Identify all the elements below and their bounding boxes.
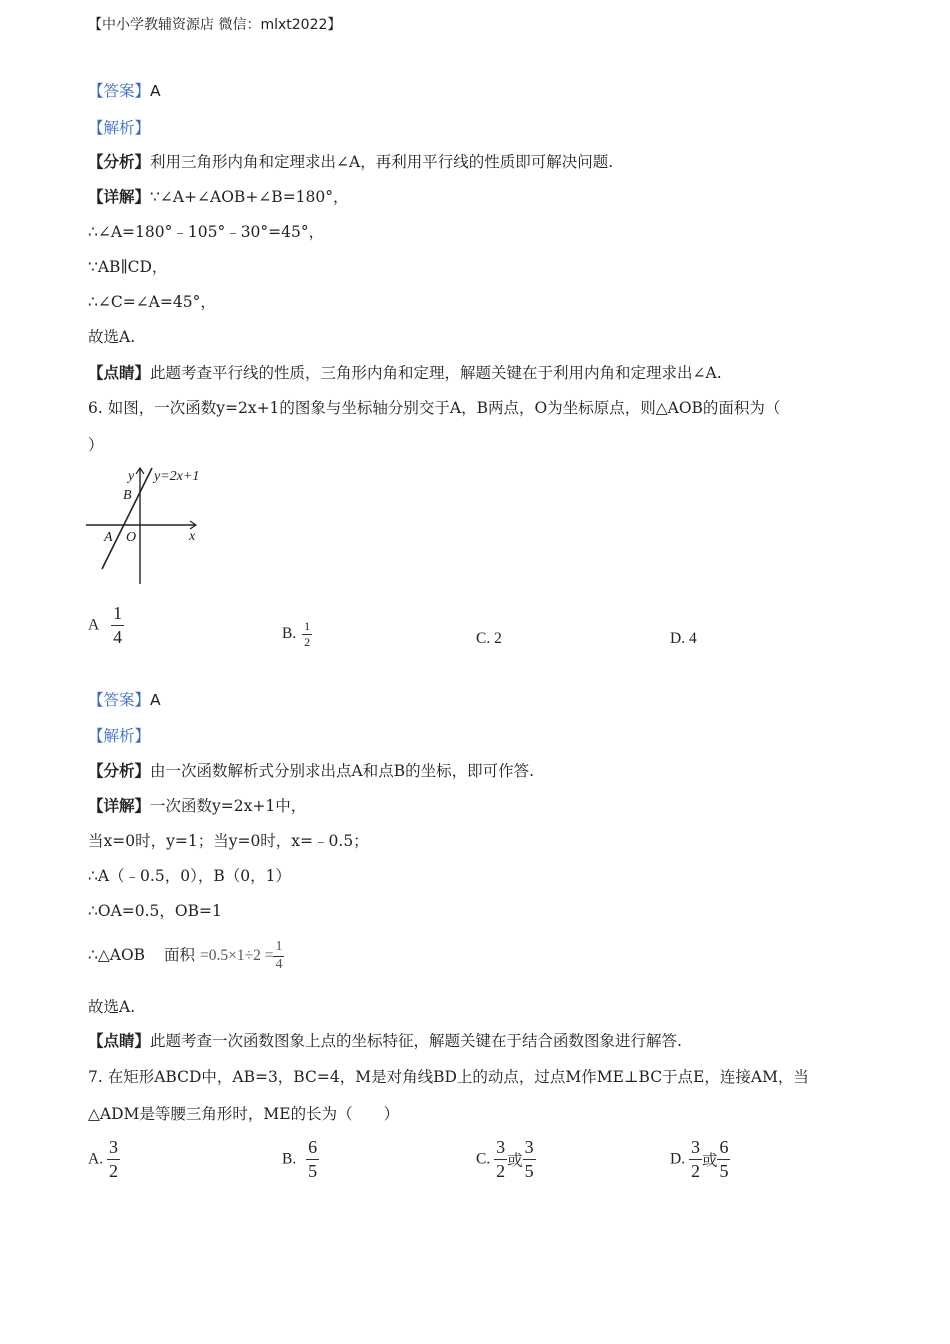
q7-option-c [476, 1138, 536, 1181]
label-O: O [126, 530, 137, 545]
q7-stem: 7. 在矩形ABCD中，AB=3，BC=4，M是对角线BD上的动点，过点M作ME⊥BC于点E，连接AM，当 [88, 1068, 809, 1086]
xiangjie-text: 一次函数y=2x+1中， [150, 797, 307, 815]
fraction [717, 1138, 730, 1181]
denominator: 2 [304, 634, 311, 649]
page-header: 【中小学教辅资源店 微信：mlxt2022】 [88, 17, 342, 33]
option-label: A [88, 616, 100, 634]
answer-value: A [150, 691, 161, 709]
fraction-bar [111, 625, 124, 626]
denominator: 2 [496, 1160, 506, 1181]
q7-option-d [670, 1138, 730, 1181]
fraction [306, 1138, 319, 1181]
q6-fenxi [88, 760, 534, 782]
q6-step: ∴OA=0.5，OB=1 [88, 902, 222, 920]
numerator: 6 [719, 1137, 729, 1157]
numerator: 3 [108, 1137, 118, 1157]
area-prefix: ∴△AOB [88, 946, 146, 964]
q5-xiangjie [88, 186, 349, 208]
q5-step: ∴∠C=∠A=45°， [88, 293, 216, 311]
q6-analysis-tag: 【解析】 [88, 727, 151, 745]
fraction [302, 620, 312, 648]
denominator: 5 [719, 1160, 729, 1181]
label-B: B [123, 488, 132, 503]
q5-step: 故选A. [88, 328, 136, 346]
fraction-bar [717, 1159, 730, 1160]
q6-option-a [88, 604, 124, 647]
numerator: 1 [275, 938, 283, 954]
q5-step: ∴∠A=180°﹣105°﹣30°=45°， [88, 223, 325, 241]
denominator: 4 [275, 956, 283, 972]
answer-value: A [150, 82, 161, 100]
option-label: B. [282, 1150, 297, 1168]
denominator: 2 [108, 1160, 118, 1181]
denominator: 5 [308, 1160, 318, 1181]
or-word: 或 [701, 1151, 718, 1170]
answer-tag: 【答案】 [88, 82, 151, 100]
dianjing-tag: 【点睛】 [88, 1031, 151, 1050]
q6-graph [84, 464, 214, 588]
xiangjie-tag: 【详解】 [88, 187, 151, 206]
area-label: 面积 [164, 946, 196, 964]
dianjing-text: 此题考查平行线的性质，三角形内角和定理，解题关键在于利用内角和定理求出∠A. [150, 364, 722, 382]
q7-option-a [88, 1138, 120, 1181]
fraction-bar [306, 1159, 319, 1160]
fraction [523, 1138, 536, 1181]
denominator: 4 [113, 626, 123, 647]
q5-dianjing [88, 362, 722, 384]
option-label: C. [476, 1150, 491, 1168]
q6-dianjing [88, 1030, 682, 1052]
denominator: 5 [524, 1160, 534, 1181]
label-A: A [104, 530, 113, 545]
option-label: B. [282, 625, 297, 643]
fraction-bar [523, 1159, 536, 1160]
q6-step: ∴A（﹣0.5，0），B（0，1） [88, 867, 291, 885]
numerator: 1 [113, 603, 123, 623]
fraction [273, 940, 284, 972]
q6-xiangjie [88, 795, 306, 817]
xiangjie-step: ∵∠A+∠AOB+∠B=180°， [150, 188, 349, 206]
option-label: A. [88, 1150, 104, 1168]
q5-analysis-tag: 【解析】 [88, 119, 151, 137]
numerator: 3 [690, 1137, 700, 1157]
fraction [111, 604, 124, 647]
q6-step: 故选A. [88, 998, 136, 1016]
function-line [102, 468, 152, 569]
fraction-bar [689, 1159, 702, 1160]
q5-step: ∵AB∥CD， [88, 258, 168, 276]
label-equation: y=2x+1 [154, 469, 200, 484]
fraction [494, 1138, 507, 1181]
dianjing-tag: 【点睛】 [88, 363, 151, 382]
denominator: 2 [690, 1160, 700, 1181]
label-y: y [128, 469, 135, 484]
q6-stem: ） [88, 436, 104, 454]
numerator: 1 [304, 619, 311, 633]
fenxi-tag: 【分析】 [88, 152, 151, 171]
q6-step: 当x=0时，y=1；当y=0时，x=﹣0.5； [88, 832, 369, 850]
fenxi-text: 利用三角形内角和定理求出∠A，再利用平行线的性质即可解决问题. [150, 153, 614, 171]
q5-fenxi [88, 151, 613, 173]
fraction [689, 1138, 702, 1181]
fenxi-tag: 【分析】 [88, 761, 151, 780]
q6-answer-line [88, 689, 161, 711]
q6-option-c: C. 2 [476, 630, 502, 647]
option-label: D. [670, 1150, 686, 1168]
q6-option-d: D. 4 [670, 630, 697, 647]
fraction-bar [494, 1159, 507, 1160]
q5-answer-line [88, 80, 161, 102]
q6-area-line [88, 934, 284, 977]
numerator: 6 [308, 1137, 318, 1157]
xiangjie-tag: 【详解】 [88, 796, 151, 815]
answer-tag: 【答案】 [88, 691, 151, 709]
q7-option-b [282, 1138, 319, 1181]
q6-option-b [282, 620, 312, 648]
or-word: 或 [507, 1151, 523, 1170]
q6-stem: 6. 如图，一次函数y=2x+1的图象与坐标轴分别交于A，B两点，O为坐标原点，则△AOB的面积为（ [88, 399, 781, 417]
fenxi-text: 由一次函数解析式分别求出点A和点B的坐标，即可作答. [150, 762, 535, 780]
numerator: 3 [496, 1137, 506, 1157]
numerator: 3 [524, 1137, 534, 1157]
label-x: x [189, 529, 196, 544]
area-expression: =0.5×1÷2 = [199, 947, 274, 964]
q7-stem: △ADM是等腰三角形时，ME的长为（ ） [88, 1105, 400, 1123]
dianjing-text: 此题考查一次函数图象上点的坐标特征，解题关键在于结合函数图象进行解答. [150, 1032, 682, 1050]
fraction-bar [107, 1159, 120, 1160]
fraction [107, 1138, 120, 1181]
